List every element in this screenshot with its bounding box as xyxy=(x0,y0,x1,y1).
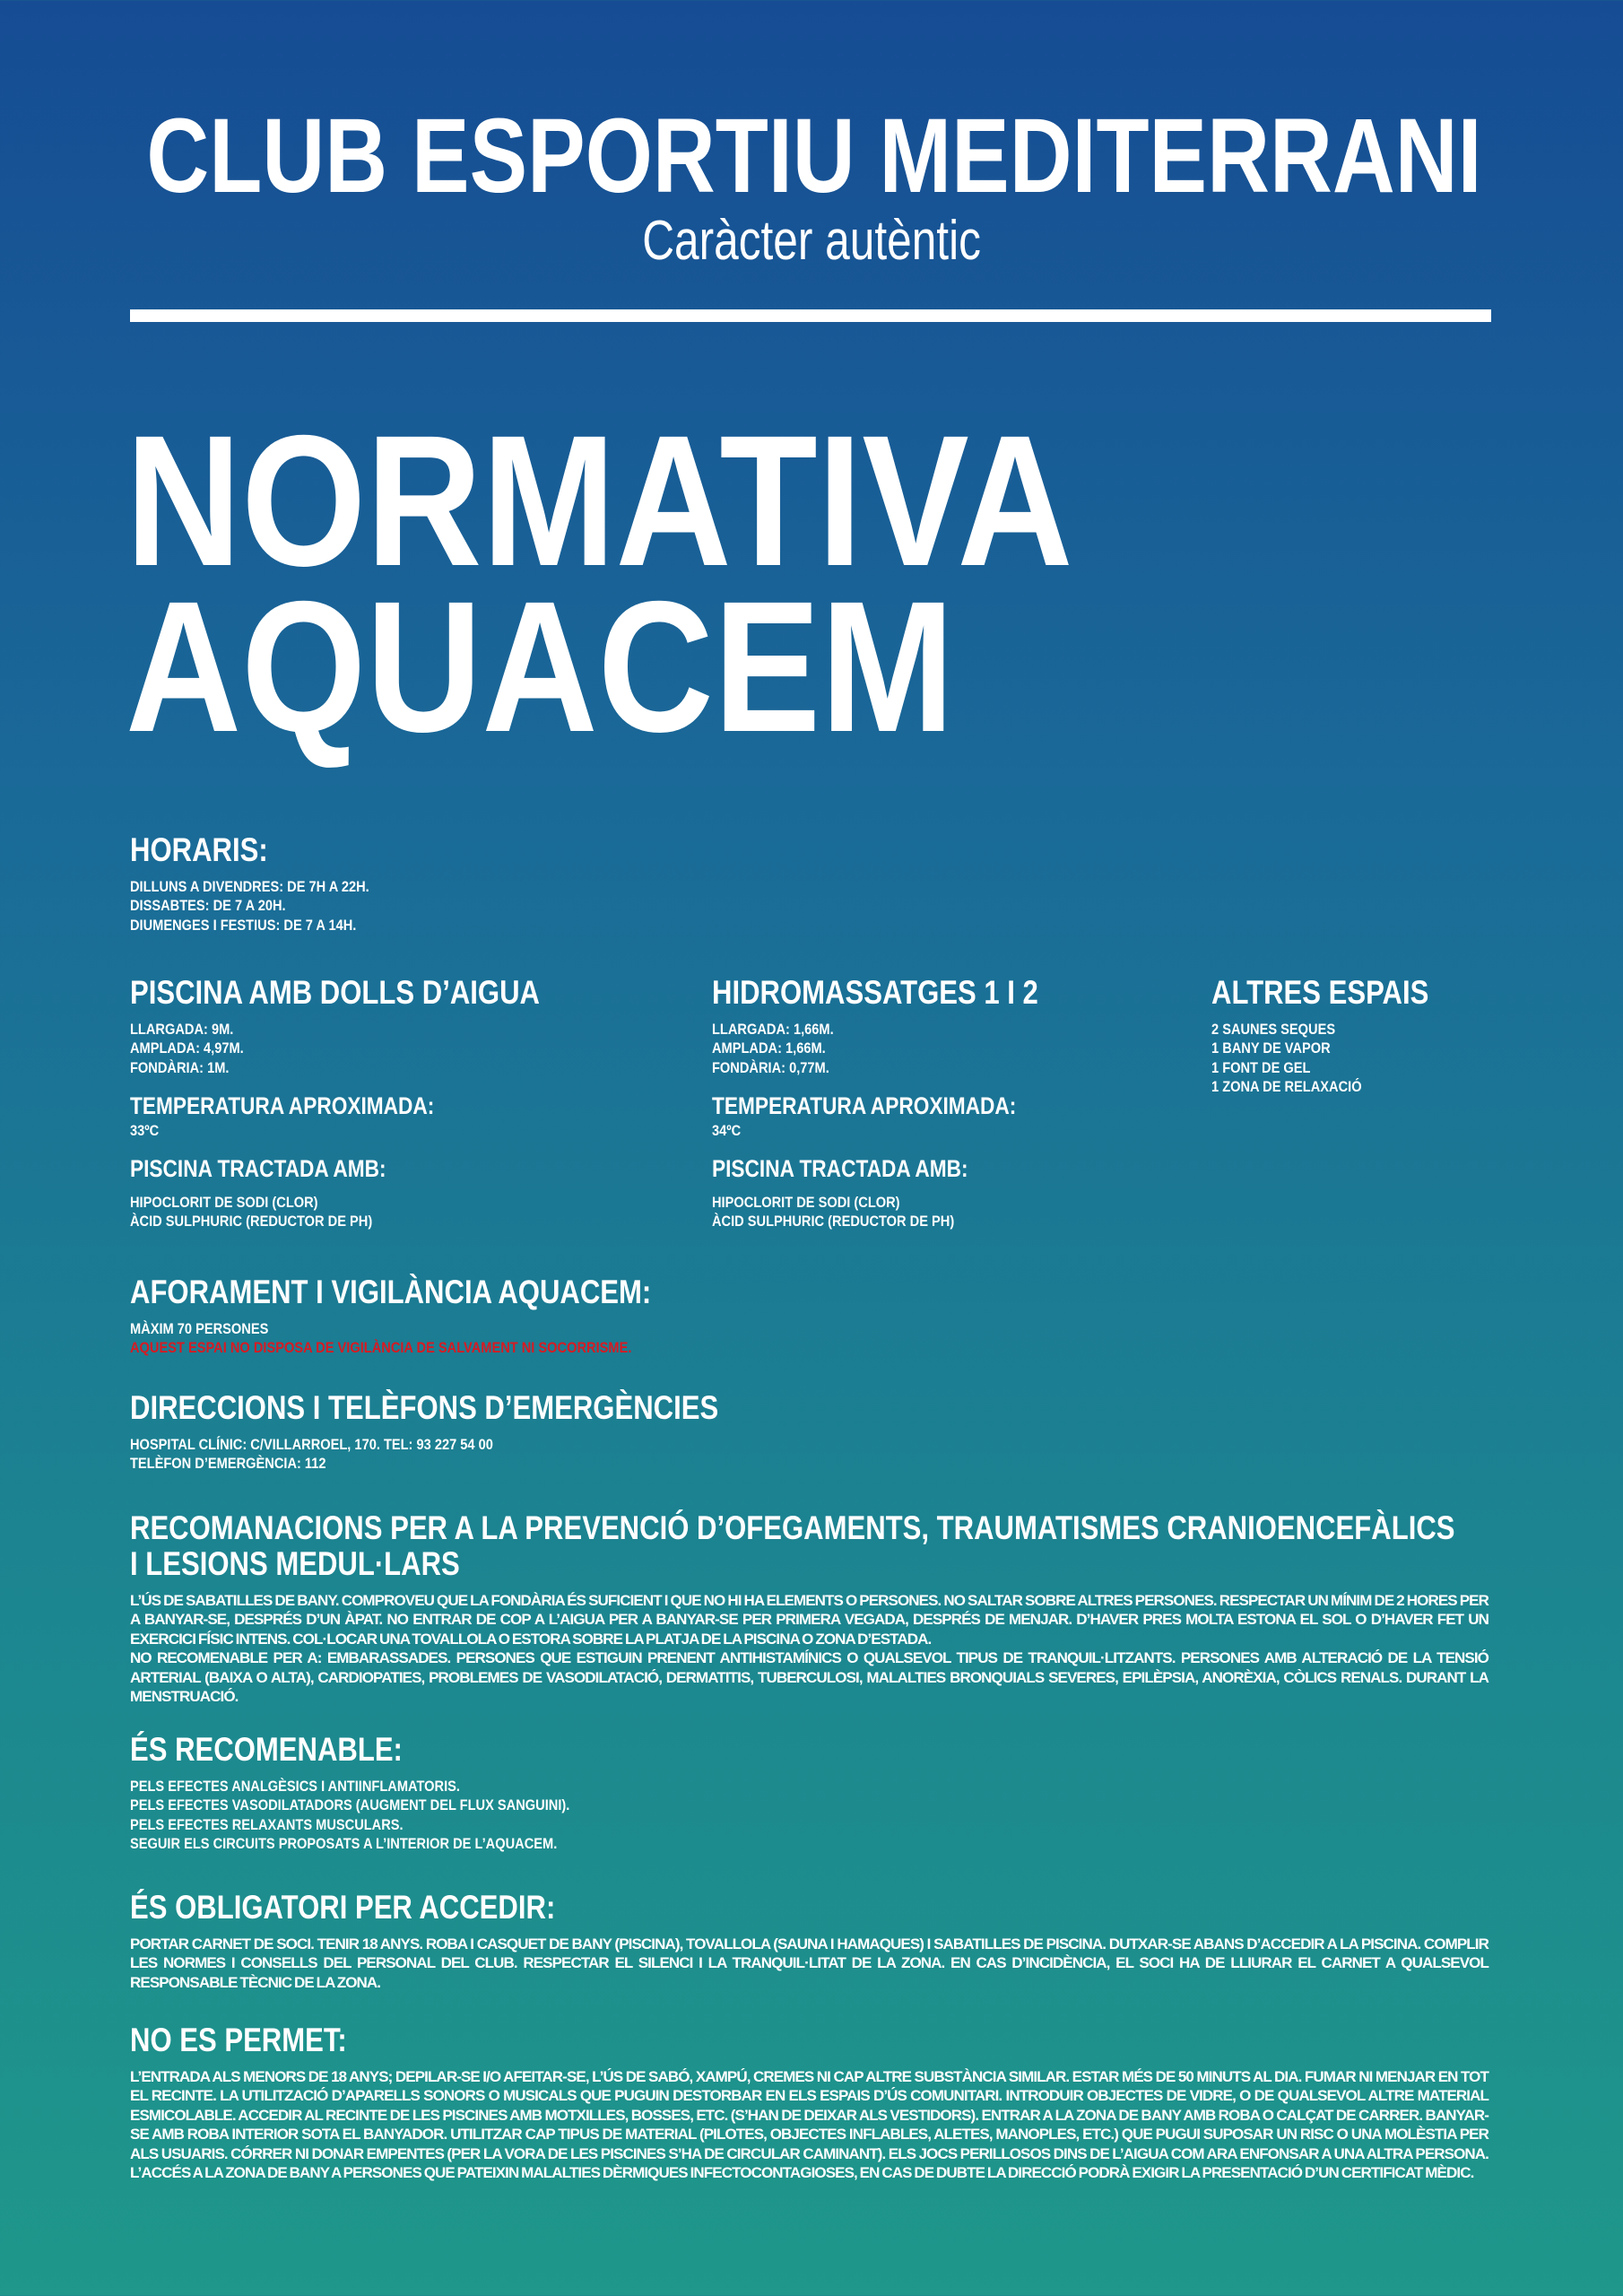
aforament-heading: AFORAMENT I VIGILÀNCIA AQUACEM: xyxy=(130,1274,652,1310)
horaris-section xyxy=(130,832,408,935)
hidro-treat-line: HIPOCLORIT DE SODI (CLOR) xyxy=(712,1193,900,1211)
page-title-line-2: AQUACEM xyxy=(126,563,955,771)
recomanacions-heading-line-1: RECOMANACIONS PER A LA PREVENCIÓ D’OFEGAMENTS, TRAUMATISMES CRANIOENCEFÀLICS xyxy=(130,1509,1455,1546)
obligatori-section xyxy=(130,1890,1488,1992)
no-permet-paragraph: L’ENTRADA ALS MENORS DE 18 ANYS; DEPILAR-SE I/O AFEITAR-SE, L’ÚS DE SABÓ, XAMPÚ, CREMES NI CAP ALTRE SUBSTÀNCIA SIMILAR. ESTAR MÉS DE 50 MINUTS AL DIA. FUMAR NI MENJAR EN TOT EL RECINTE. LA UTILITZACIÓ D’APARELLS SONORS O MUSICALS QUE PUGUIN DESTORBAR EN ELS ESPAIS D’ÚS COMUNITARI. INTRODUIR OBJECTES DE VIDRE, O DE QUALSEVOL ALTRE MATERIAL ESMICOLABLE. ACCEDIR AL RECINTE DE LES PISCINES AMB MOTXILLES, BOSSES, ETC. (S’HAN DE DEIXAR ALS VESTIDORS). ENTRAR A LA ZONA DE BANY AMB ROBA O CALÇAT DE CARRER. BANYAR-SE AMB ROBA INTERIOR SOTA EL BANYADOR. UTILITZAR CAP TIPUS DE MATERIAL (PILOTES, OBJECTES INFLABLES, ALETES, MANOPLES, ETC.) QUE PUGUI SUPOSAR UN RISC O UNA MOLÈSTIA PER ALS USUARIS. CÓRRER NI DONAR EMPENTES (PER LA VORA DE LES PISCINES S’HA DE CIRCULAR CAMINANT). ELS JOCS PERILLOSOS DINS DE L’AIGUA COM ARA ENFONSAR A UNA ALTRA PERSONA. L’ACCÉS A LA ZONA DE BANY A PERSONES QUE PATEIXIN MALALTIES DÈRMIQUES INFECTOCONTAGIOSES, EN CAS DE DUBTE LA DIRECCIÓ PODRÀ EXIGIR LA PRESENTACIÓ D’UN CERTIFICAT MÈDIC. xyxy=(130,2067,1488,2182)
horaris-heading: HORARIS: xyxy=(130,831,268,868)
header-divider xyxy=(130,309,1491,322)
hidro-dimensions xyxy=(712,1020,1100,1078)
piscina-treat-line: HIPOCLORIT DE SODI (CLOR) xyxy=(130,1193,318,1211)
recomenable-section xyxy=(130,1732,641,1854)
piscina-treat-line: ÀCID SULPHURIC (REDUCTOR DE PH) xyxy=(130,1213,373,1231)
hidro-treat-line: ÀCID SULPHURIC (REDUCTOR DE PH) xyxy=(712,1213,955,1231)
club-tagline: Caràcter autèntic xyxy=(642,210,981,272)
piscina-dim-line: AMPLADA: 4,97M. xyxy=(130,1039,244,1057)
piscina-heading: PISCINA AMB DOLLS D’AIGUA xyxy=(130,974,540,1011)
altres-item: 2 SAUNES SEQUES xyxy=(1211,1020,1336,1038)
altres-list xyxy=(1211,1020,1471,1097)
horaris-line: DILLUNS A DIVENDRES: DE 7H A 22H. xyxy=(130,877,369,895)
piscina-temp-heading: TEMPERATURA APROXIMADA: xyxy=(130,1092,435,1120)
recomanacions-paragraph: L’ÚS DE SABATILLES DE BANY. COMPROVEU QUE LA FONDÀRIA ÉS SUFICIENT I QUE NO HI HA ELEMENTS O PERSONES. NO SALTAR SOBRE ALTRES PERSONES. RESPECTAR UN MÍNIM DE 2 HORES PER A BANYAR-SE, DESPRÉS D’UN ÀPAT. NO ENTRAR DE COP A L’AIGUA PER A BANYAR-SE PER PRIMERA VEGADA, DESPRÉS DE MENJAR. D’HAVER PRES MOLTA ESTONA EL SOL O D’HAVER FET UN EXERCICI FÍSIC INTENS. COL·LOCAR UNA TOVALLOLA O ESTORA SOBRE LA PLATJA DE LA PISCINA O ZONA D’ESTADA. xyxy=(130,1591,1488,1648)
piscina-treatment xyxy=(130,1193,618,1231)
piscina-dim-line: LLARGADA: 9M. xyxy=(130,1020,234,1038)
recomenable-item: PELS EFECTES RELAXANTS MUSCULARS. xyxy=(130,1815,404,1833)
piscina-treat-heading: PISCINA TRACTADA AMB: xyxy=(130,1155,386,1183)
direccions-line: TELÈFON D’EMERGÈNCIA: 112 xyxy=(130,1455,326,1473)
aforament-capacity: MÀXIM 70 PERSONES xyxy=(130,1319,269,1337)
hidro-section xyxy=(712,975,1100,1231)
recomenable-list xyxy=(130,1777,641,1854)
altres-heading: ALTRES ESPAIS xyxy=(1211,974,1429,1011)
recomenable-item: SEGUIR ELS CIRCUITS PROPOSATS A L’INTERIOR DE L’AQUACEM. xyxy=(130,1835,558,1853)
horaris-list xyxy=(130,877,408,935)
recomenable-heading: ÉS RECOMENABLE: xyxy=(130,1731,403,1768)
page-title-line-1: NORMATIVA xyxy=(126,397,1073,605)
piscina-temp: 33ºC xyxy=(130,1121,160,1139)
recomanacions-section xyxy=(130,1510,1623,1707)
direccions-line: HOSPITAL CLÍNIC: C/VILLARROEL, 170. TEL: 93 227 54 00 xyxy=(130,1435,493,1453)
club-name: CLUB ESPORTIU MEDITERRANI xyxy=(146,97,1482,215)
no-permet-section xyxy=(130,2022,1488,2183)
hidro-temp-heading: TEMPERATURA APROXIMADA: xyxy=(712,1092,1017,1120)
piscina-section xyxy=(130,975,618,1231)
hidro-treatment xyxy=(712,1193,1100,1231)
hidro-temp: 34ºC xyxy=(712,1121,742,1139)
piscina-dimensions xyxy=(130,1020,618,1078)
piscina-dim-line: FONDÀRIA: 1M. xyxy=(130,1058,230,1076)
aforament-section xyxy=(130,1274,751,1358)
hidro-dim-line: LLARGADA: 1,66M. xyxy=(712,1020,834,1038)
altres-item: 1 ZONA DE RELAXACIÓ xyxy=(1211,1078,1362,1096)
horaris-line: DISSABTES: DE 7 A 20H. xyxy=(130,897,286,915)
altres-section xyxy=(1211,975,1471,1097)
hidro-heading: HIDROMASSATGES 1 I 2 xyxy=(712,974,1038,1011)
hidro-dim-line: AMPLADA: 1,66M. xyxy=(712,1039,826,1057)
no-permet-heading: NO ES PERMET: xyxy=(130,2022,347,2058)
recomenable-item: PELS EFECTES VASODILATADORS (AUGMENT DEL FLUX SANGUINI). xyxy=(130,1796,570,1814)
recomanacions-heading-line-2: I LESIONS MEDUL·LARS xyxy=(130,1544,460,1582)
altres-item: 1 BANY DE VAPOR xyxy=(1211,1039,1331,1057)
recomanacions-not-recommended: NO RECOMENABLE PER A: EMBARASSADES. PERSONES QUE ESTIGUIN PRENENT ANTIHISTAMÍNICS O QUALSEVOL TIPUS DE TRANQUIL·LITZANTS. PERSONES AMB ALTERACIÓ DE LA TENSIÓ ARTERIAL (BAIXA O ALTA), CARDIOPATIES, PROBLEMES DE VASODILATACIÓ, DERMATITIS, TUBERCULOSI, MALALTIES BRONQUIALS SEVERES, EPILÈPSIA, ANORÈXIA, CÒLICS RENALS. DURANT LA MENSTRUACIÓ. xyxy=(130,1649,1488,1706)
hidro-dim-line: FONDÀRIA: 0,77M. xyxy=(712,1058,829,1076)
altres-item: 1 FONT DE GEL xyxy=(1211,1058,1311,1076)
direccions-section xyxy=(130,1390,830,1474)
aforament-warning: AQUEST ESPAI NO DISPOSA DE VIGILÀNCIA DE SALVAMENT NI SOCORRISME. xyxy=(130,1339,632,1357)
recomenable-item: PELS EFECTES ANALGÈSICS I ANTIINFLAMATORIS. xyxy=(130,1777,460,1795)
direccions-list xyxy=(130,1435,830,1474)
obligatori-paragraph: PORTAR CARNET DE SOCI. TENIR 18 ANYS. ROBA I CASQUET DE BANY (PISCINA), TOVALLOLA (SAUNA I HAMAQUES) I SABATILLES DE PISCINA. DUTXAR-SE ABANS D’ACCEDIR A LA PISCINA. COMPLIR LES NORMES I CONSELLS DEL PERSONAL DEL CLUB. RESPECTAR EL SILENCI I LA TRANQUIL·LITAT DE LA ZONA. EN CAS D’INCIDÈNCIA, EL SOCI HA DE LLIURAR EL CARNET A QUALSEVOL RESPONSABLE TÈCNIC DE LA ZONA. xyxy=(130,1935,1488,1991)
obligatori-heading: ÉS OBLIGATORI PER ACCEDIR: xyxy=(130,1889,556,1926)
direccions-heading: DIRECCIONS I TELÈFONS D’EMERGÈNCIES xyxy=(130,1389,719,1426)
horaris-line: DIUMENGES I FESTIUS: DE 7 A 14H. xyxy=(130,916,357,934)
hidro-treat-heading: PISCINA TRACTADA AMB: xyxy=(712,1155,968,1183)
